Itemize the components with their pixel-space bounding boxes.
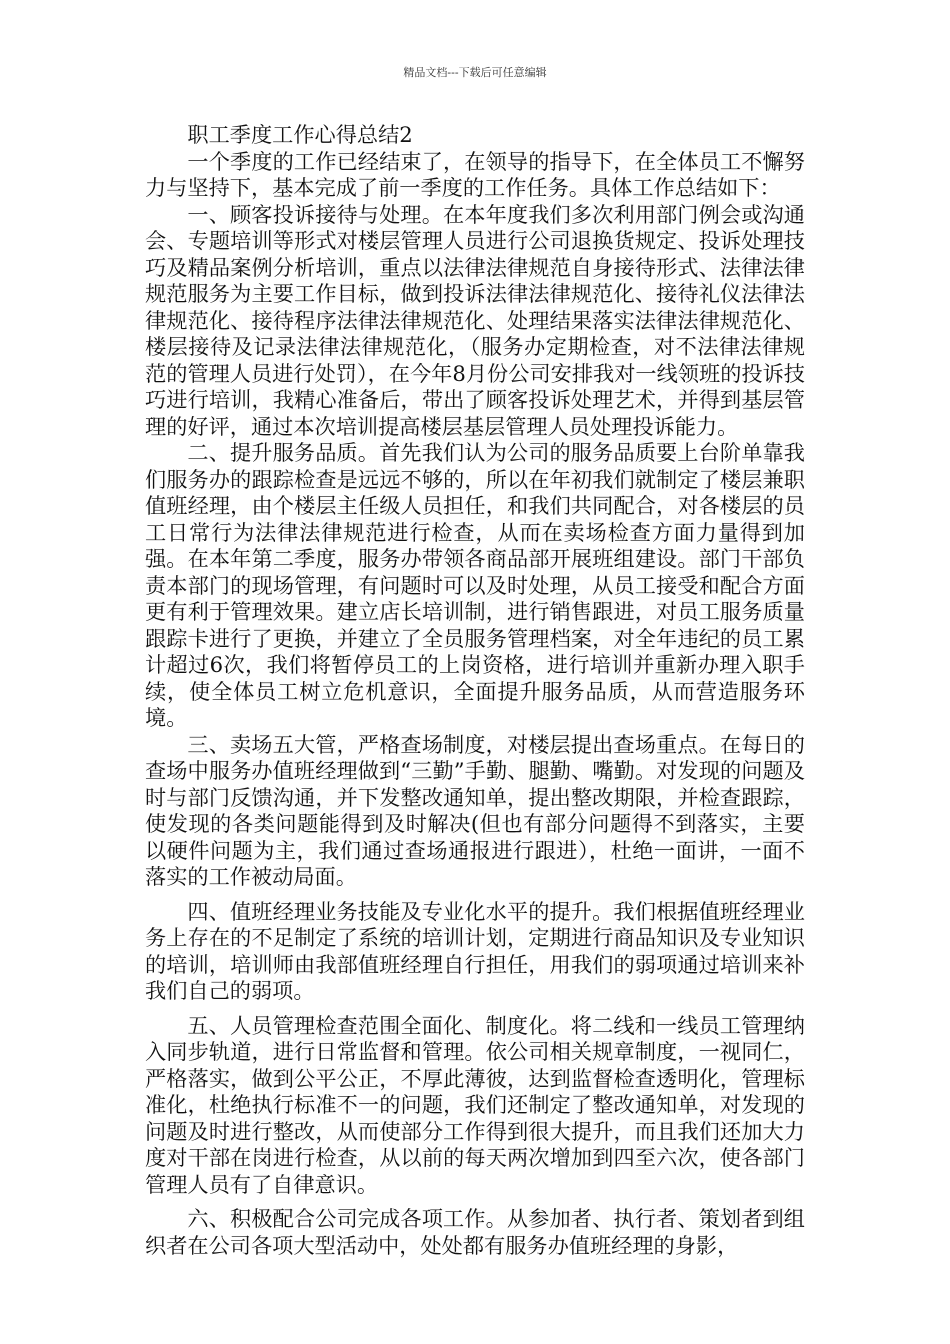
paragraph-cooperation: 六、积极配合公司完成各项工作。从参加者、执行者、策划者到组织者在公司各项大型活动中，处处都有服务办值班经理的身影，	[145, 1206, 805, 1258]
paragraph-complaints: 一、顾客投诉接待与处理。在本年度我们多次利用部门例会或沟通会、专题培训等形式对楼层管理人员进行公司退换货规定、投诉处理技巧及精品案例分析培训，重点以法律法律规范自身接待形式、法律法律规范服务为主要工作目标，做到投诉法律法律规范化、接待礼仪法律法律规范化、接待程序法律法律规范化、处理结果落实法律法律规范化、楼层接待及记录法律法律规范化，（服务办定期检查，对不法律法律规范的管理人员进行处罚），在今年8月份公司安排我对一线领班的投诉技巧进行培训，我精心准备后，带出了顾客投诉处理艺术，并得到基层管理的好评，通过本次培训提高楼层基层管理人员处理投诉能力。	[145, 201, 805, 439]
paragraph-staff-management: 五、人员管理检查范围全面化、制度化。将二线和一线员工管理纳入同步轨道，进行日常监督和管理。依公司相关规章制度，一视同仁，严格落实，做到公平公正，不厚此薄彼，达到监督检查透明化，管理标准化，杜绝执行标准不一的问题，我们还制定了整改通知单，对发现的问题及时进行整改，从而使部分工作得到很大提升，而且我们还加大力度对干部在岗进行检查，从以前的每天两次增加到四至六次，使各部门管理人员有了自律意识。	[145, 1012, 805, 1197]
paragraph-skills: 四、值班经理业务技能及专业化水平的提升。我们根据值班经理业务上存在的不足制定了系统的培训计划，定期进行商品知识及专业知识的培训，培训师由我部值班经理自行担任，用我们的弱项通过培训来补我们自己的弱项。	[145, 898, 805, 1003]
paragraph-service-quality: 二、提升服务品质。首先我们认为公司的服务品质要上台阶单靠我们服务办的跟踪检查是远远不够的，所以在年初我们就制定了楼层兼职值班经理，由个楼层主任级人员担任，和我们共同配合，对各楼层的员工日常行为法律法律规范进行检查，从而在卖场检查方面力量得到加强。在本年第二季度，服务办带领各商品部开展班组建设。部门干部负责本部门的现场管理，有问题时可以及时处理，从员工接受和配合方面更有利于管理效果。建立店长培训制，进行销售跟进，对员工服务质量跟踪卡进行了更换，并建立了全员服务管理档案，对全年违纪的员工累计超过6次，我们将暂停员工的上岗资格，进行培训并重新办理入职手续，使全体员工树立危机意识，全面提升服务品质，从而营造服务环境。	[145, 440, 805, 730]
paragraph-intro: 一个季度的工作已经结束了，在领导的指导下，在全体员工不懈努力与坚持下，基本完成了前一季度的工作任务。具体工作总结如下：	[145, 148, 805, 200]
page-header: 精品文档---下载后可任意编辑	[403, 66, 547, 79]
document-body	[145, 122, 805, 1259]
paragraph-floor-inspection: 三、卖场五大管，严格查场制度，对楼层提出查场重点。在每日的查场中服务办值班经理做到“三勤”手勤、腿勤、嘴勤。对发现的问题及时与部门反馈沟通，并下发整改通知单，提出整改期限，并检查跟踪，使发现的各类问题能得到及时解决(但也有部分问题得不到落实，主要以硬件问题为主，我们通过查场通报进行跟进），杜绝一面讲，一面不落实的工作被动局面。	[145, 731, 805, 889]
document-title: 职工季度工作心得总结2	[187, 122, 413, 147]
